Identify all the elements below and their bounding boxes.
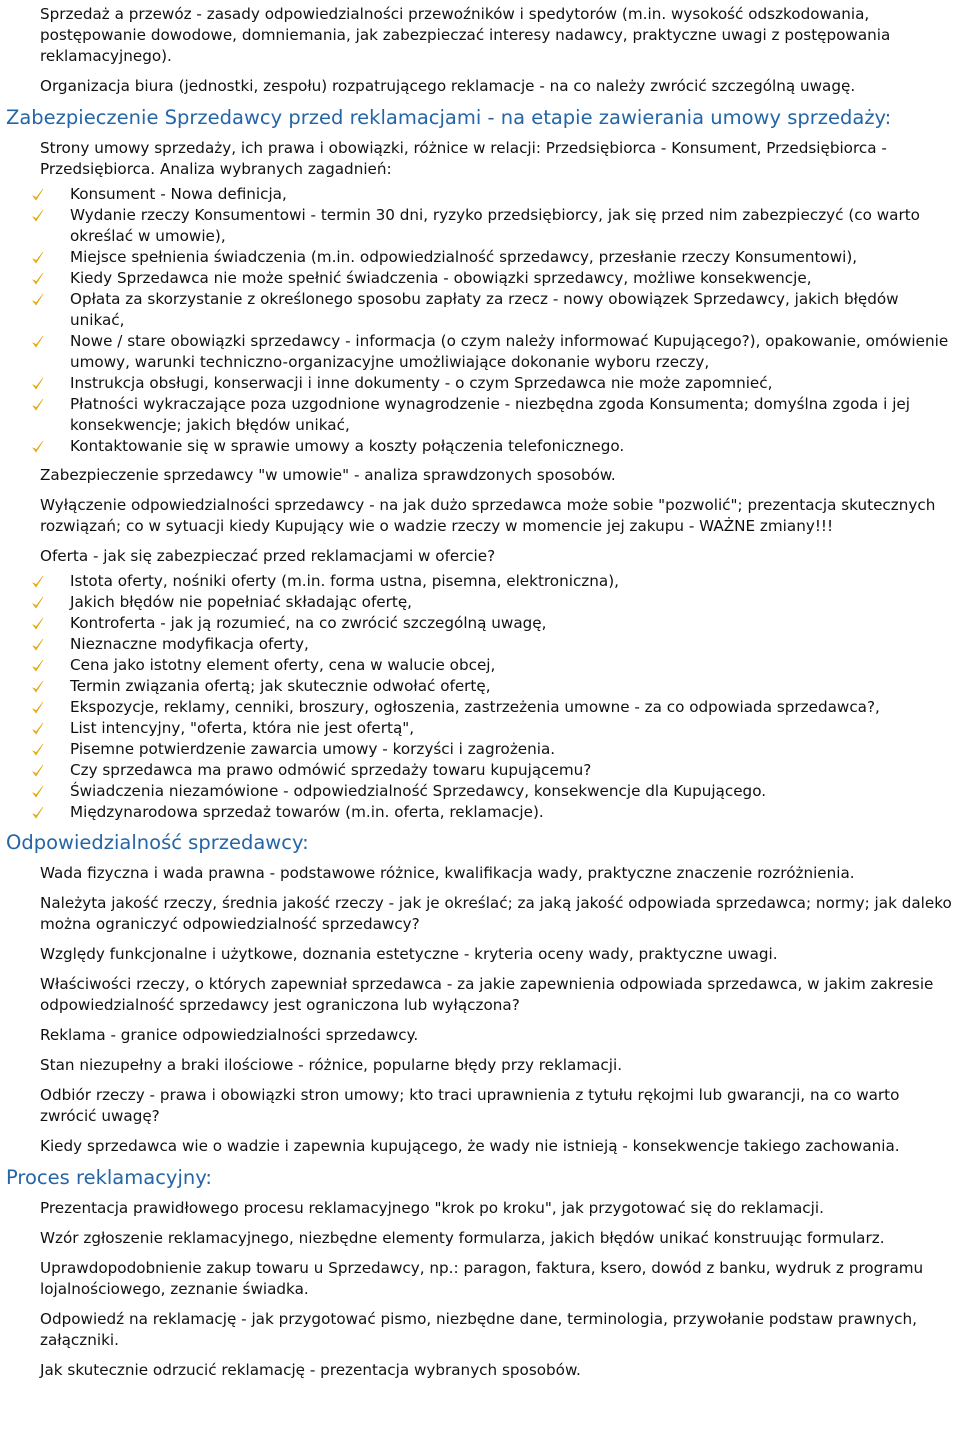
checklist-item — [6, 436, 952, 457]
checklist-item-text: List intencyjny, "oferta, która nie jest ofertą", — [70, 719, 415, 737]
checklist-item-text: Konsument - Nowa definicja, — [70, 185, 287, 203]
checkmark-icon — [30, 805, 46, 821]
section-paragraph: Wada fizyczna i wada prawna - podstawowe różnice, kwalifikacja wady, praktyczne znaczenie rozróżnienia. — [40, 864, 855, 882]
checklist-item-text: Kiedy Sprzedawca nie może spełnić świadczenia - obowiązki sprzedawcy, możliwe konsekwencje, — [70, 269, 812, 287]
checklist-item-text: Nieznaczne modyfikacja oferty, — [70, 635, 309, 653]
section-paragraph: Kiedy sprzedawca wie o wadzie i zapewnia kupującego, że wady nie istnieją - konsekwencje takiego zachowania. — [40, 1137, 900, 1155]
checklist-item — [6, 613, 952, 634]
checklist-item — [6, 655, 952, 676]
checklist-item — [6, 634, 952, 655]
section-body — [6, 863, 952, 1157]
checklist-item-text: Opłata za skorzystanie z określonego sposobu zapłaty za rzecz - nowy obowiązek Sprzedawcy, jakich błędów unikać, — [70, 290, 899, 329]
checklist-item — [6, 373, 952, 394]
section-paragraph: Należyta jakość rzeczy, średnia jakość rzeczy - jak je określać; za jaką jakość odpowiada sprzedawca; normy; jak daleko można ograniczyć odpowiedzialność sprzedawcy? — [40, 894, 952, 933]
checklist-item — [6, 331, 952, 373]
checklist-item-text: Cena jako istotny element oferty, cena w walucie obcej, — [70, 656, 496, 674]
checklist-item-text: Wydanie rzeczy Konsumentowi - termin 30 dni, ryzyko przedsiębiorcy, jak się przed nim zabezpieczyć (co warto określać w umowie), — [70, 206, 920, 245]
checklist-item-text: Nowe / stare obowiązki sprzedawcy - informacja (o czym należy informować Kupującego?), opakowanie, omówienie umowy, warunki techniczno-organizacyjne umożliwiające dokonanie wyboru rzeczy, — [70, 332, 949, 371]
section-paragraph: Uprawdopodobnienie zakup towaru u Sprzedawcy, np.: paragon, faktura, ksero, dowód z banku, wydruk z programu lojalnościowego, zeznanie świadka. — [40, 1259, 924, 1298]
checkmark-icon — [30, 679, 46, 695]
checkmark-icon — [30, 721, 46, 737]
section-paragraph: Strony umowy sprzedaży, ich prawa i obowiązki, różnice w relacji: Przedsiębiorca - Konsument, Przedsiębiorca - Przedsiębiorca. Analiza wybranych zagadnień: — [40, 139, 887, 178]
checkmark-icon — [30, 292, 46, 308]
section-heading: Proces reklamacyjny: — [6, 1166, 212, 1189]
checklist-item-text: Instrukcja obsługi, konserwacji i inne dokumenty - o czym Sprzedawca nie może zapomnieć, — [70, 374, 773, 392]
checkmark-icon — [30, 784, 46, 800]
checklist-item-text: Ekspozycje, reklamy, cenniki, broszury, ogłoszenia, zastrzeżenia umowne - za co odpowiada sprzedawca?, — [70, 698, 880, 716]
checklist-item — [6, 592, 952, 613]
checklist-item-text: Świadczenia niezamówione - odpowiedzialność Sprzedawcy, konsekwencje dla Kupującego. — [70, 782, 767, 800]
checklist-item-text: Międzynarodowa sprzedaż towarów (m.in. oferta, reklamacje). — [70, 803, 544, 821]
section-paragraph: Oferta - jak się zabezpieczać przed reklamacjami w ofercie? — [40, 547, 496, 565]
section-paragraph: Prezentacja prawidłowego procesu reklamacyjnego "krok po kroku", jak przygotować się do reklamacji. — [40, 1199, 824, 1217]
checkmark-icon — [30, 742, 46, 758]
section-heading: Odpowiedzialność sprzedawcy: — [6, 831, 309, 854]
checkmark-icon — [30, 334, 46, 350]
checklist-item — [6, 184, 952, 205]
checklist-item — [6, 697, 952, 718]
checklist-item-text: Jakich błędów nie popełniać składając ofertę, — [70, 593, 413, 611]
checklist-item — [6, 739, 952, 760]
checklist-item-text: Pisemne potwierdzenie zawarcia umowy - korzyści i zagrożenia. — [70, 740, 556, 758]
checklist-item — [6, 205, 952, 247]
checklist-item — [6, 268, 952, 289]
section-paragraph: Reklama - granice odpowiedzialności sprzedawcy. — [40, 1026, 419, 1044]
checkmark-icon — [30, 376, 46, 392]
section-paragraph: Wzór zgłoszenie reklamacyjnego, niezbędne elementy formularza, jakich błędów unikać konstruując formularz. — [40, 1229, 885, 1247]
checklist-item — [6, 676, 952, 697]
checklist — [6, 571, 952, 823]
checkmark-icon — [30, 574, 46, 590]
section-paragraph: Wyłączenie odpowiedzialności sprzedawcy - na jak dużo sprzedawca może sobie "pozwolić"; prezentacja skutecznych rozwiązań; co w sytuacji kiedy Kupujący wie o wadzie rzeczy w momencie jej zakupu - WAŻNE zmiany!!! — [40, 496, 936, 535]
checkmark-icon — [30, 595, 46, 611]
checklist-item-text: Kontroferta - jak ją rozumieć, na co zwrócić szczególną uwagę, — [70, 614, 547, 632]
section-paragraph: Względy funkcjonalne i użytkowe, doznania estetyczne - kryteria oceny wady, praktyczne uwagi. — [40, 945, 778, 963]
checkmark-icon — [30, 250, 46, 266]
section-paragraph: Odbiór rzeczy - prawa i obowiązki stron umowy; kto traci uprawnienia z tytułu rękojmi lub gwarancji, na co warto zwrócić uwagę? — [40, 1086, 900, 1125]
section-paragraph: Właściwości rzeczy, o których zapewniał sprzedawca - za jakie zapewnienia odpowiada sprzedawca, w jakim zakresie odpowiedzialność sprzedawcy jest ograniczona lub wyłączona? — [40, 975, 934, 1014]
checkmark-icon — [30, 658, 46, 674]
checklist-item — [6, 247, 952, 268]
checklist-item — [6, 760, 952, 781]
intro-paragraph: Sprzedaż a przewóz - zasady odpowiedzialności przewoźników i spedytorów (m.in. wysokość odszkodowania, postępowanie dowodowe, domniemania, jak zabezpieczać interesy nadawcy, praktyczne uwagi z postępowania reklamacyjnego). — [40, 5, 891, 65]
checklist-item-text: Czy sprzedawca ma prawo odmówić sprzedaży towaru kupującemu? — [70, 761, 592, 779]
checklist — [6, 184, 952, 457]
section-paragraph: Stan niezupełny a braki ilościowe - różnice, popularne błędy przy reklamacji. — [40, 1056, 623, 1074]
intro-paragraph: Organizacja biura (jednostki, zespołu) rozpatrującego reklamacje - na co należy zwrócić szczególną uwagę. — [40, 77, 856, 95]
checklist-item-text: Termin związania ofertą; jak skutecznie odwołać ofertę, — [70, 677, 491, 695]
checkmark-icon — [30, 763, 46, 779]
checklist-item-text: Istota oferty, nośniki oferty (m.in. forma ustna, pisemna, elektroniczna), — [70, 572, 619, 590]
checkmark-icon — [30, 271, 46, 287]
checklist-item-text: Kontaktowanie się w sprawie umowy a koszty połączenia telefonicznego. — [70, 437, 625, 455]
section-paragraph: Odpowiedź na reklamację - jak przygotować pismo, niezbędne dane, terminologia, przywołanie podstaw prawnych, załączniki. — [40, 1310, 917, 1349]
section-body — [6, 1198, 952, 1381]
checklist-item — [6, 718, 952, 739]
checklist-item-text: Miejsce spełnienia świadczenia (m.in. odpowiedzialność sprzedawcy, przesłanie rzeczy Konsumentowi), — [70, 248, 858, 266]
checkmark-icon — [30, 397, 46, 413]
checkmark-icon — [30, 439, 46, 455]
checkmark-icon — [30, 208, 46, 224]
section-paragraph: Jak skutecznie odrzucić reklamację - prezentacja wybranych sposobów. — [40, 1361, 581, 1379]
checklist-item — [6, 802, 952, 823]
checkmark-icon — [30, 616, 46, 632]
checkmark-icon — [30, 700, 46, 716]
checklist-item — [6, 394, 952, 436]
checklist-item — [6, 289, 952, 331]
section-paragraph: Zabezpieczenie sprzedawcy "w umowie" - analiza sprawdzonych sposobów. — [40, 466, 616, 484]
section-heading: Zabezpieczenie Sprzedawcy przed reklamacjami - na etapie zawierania umowy sprzedaży: — [6, 106, 892, 129]
checkmark-icon — [30, 637, 46, 653]
checklist-item — [6, 571, 952, 592]
checklist-item-text: Płatności wykraczające poza uzgodnione wynagrodzenie - niezbędna zgoda Konsumenta; domyślna zgoda i jej konsekwencje; jakich błędów unikać, — [70, 395, 910, 434]
checklist-item — [6, 781, 952, 802]
checkmark-icon — [30, 187, 46, 203]
